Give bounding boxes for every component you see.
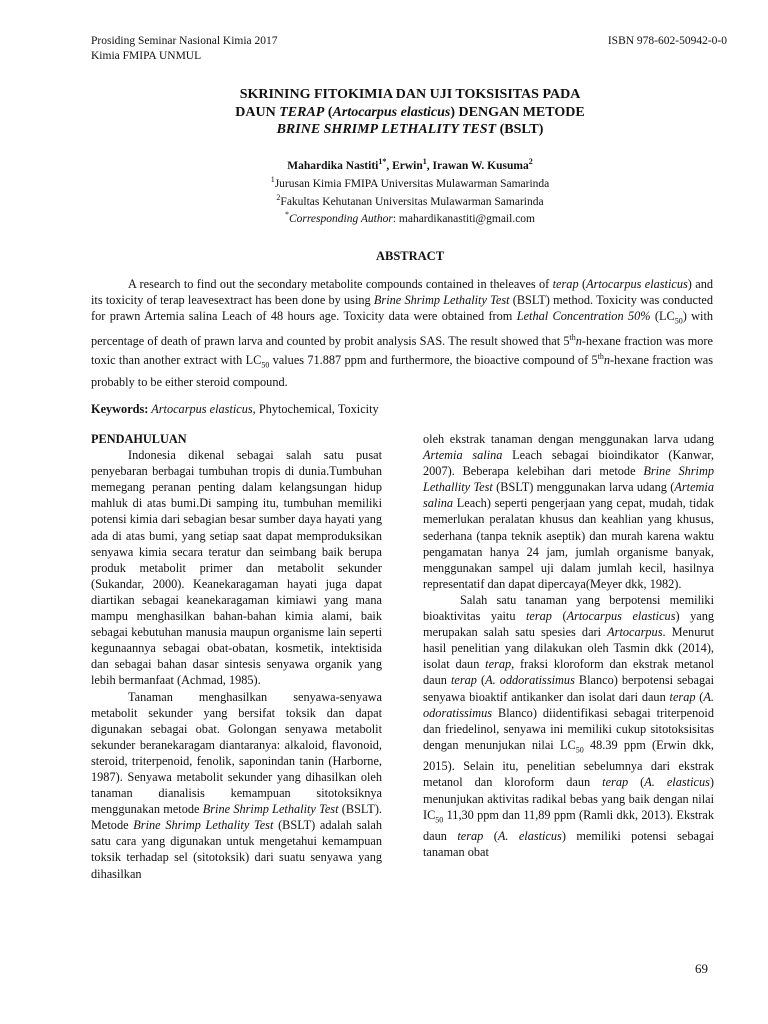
affiliation-2: $^2$Fakultas Kehutanan Universitas Mulawarman Samarinda [276,192,544,208]
keywords-line: Keywords: Artocarpus elasticus, Phytochemical, Toxicity [91,402,379,416]
running-header-left [91,34,278,64]
abstract-body: A research to find out the secondary metabolite compounds contained in theleaves of terap (Artocarpus elasticus) and its toxicity of terap leavesextract has been done by using Brine Shrimp Lethality Test (BSLT) method. Toxicity was conducted for prawn Artemia salina Leach of 48 hours age. Toxicity data were obtained from Lethal Concentration 50% $(LC_{50})$ with percentage of death of prawn larva and counted by probit analysis SAS. The result showed that 5thn-hexane fraction was more toxic than another extract with $LC_{50}$ values 71.887 ppm and furthermore, the bioactive compound of 5thn-hexane fraction was probably to be either steroid compound. [91,277,714,390]
title-line-2: DAUN TERAP (Artocarpus elasticus) DENGAN METODE [235,104,585,120]
corresponding-author: *Corresponding Author: mahardikanastiti@gmail.com [284,210,535,226]
author-names: Mahardika Nastiti$^{1*}$, Erwin$^1$, Irawan W. Kusuma$^2$ [287,157,533,172]
abstract-heading: ABSTRACT [375,249,445,263]
left-column [91,431,382,882]
page-number: 69 [695,961,708,976]
author-block [91,155,729,226]
intro-paragraph-2: Tanaman menghasilkan senyawa-senyawa metabolit sekunder yang bersifat toksik dan dapat digunakan sebagai obat. Golongan senyawa metabolit sekunder beranekaragam diantaranya: alkaloid, flavonoid, steroid, triterpenoid, fenolik, saponindan tanin (Harborne, 1987). Senyawa metabolit sekunder yang dihasilkan oleh tanaman dianalisis kemampuan sitotoksiknya menggunakan metode Brine Shrimp Lethality Test (BSLT). Metode Brine Shrimp Lethality Test (BSLT) adalah salah satu cara yang digunakan untuk mengetahui kemampuan toksik terhadap sel (sitotoksik) dari suatu senyawa yang dihasilkan [91,689,382,881]
right-column [423,431,714,860]
intro-paragraph-1: Indonesia dikenal sebagai salah satu pusat penyebaran berbagai tumbuhan tropis di dunia.Tumbuhan memegang peranan penting dalam kelangsungan hidup mahluk di atas bumi.Di samping itu, tumbuhan memiliki potensi kimia dari sebagian besar sumber daya hayati yang ada di atas bumi, yang setiap saat dapat memproduksikan senyawa kimia secara teratur dan seimbang baik berupa produk metabolit primer dan metabolit sekunder (Sukandar, 2000). Keanekaragaman hayati juga dapat diartikan sebagai keanekaragaman kimiawi yang mana mampu menghasilkan bahan-bahan kimia alami, baik sebagai kebutuhan manusia maupun organisme lain seperti kegunaannya sebagai obat-obatan, kosmetik, intektisida dan sebagai bahan dasar sintesis senyawa organik yang lebih bermanfaat (Achmad, 1985). [91,448,382,688]
title-line-1: SKRINING FITOKIMIA DAN UJI TOKSISITAS PADA [239,87,581,102]
section-heading-pendahuluan: PENDAHULUAN [91,432,187,446]
intro-paragraph-3: oleh ekstrak tanaman dengan menggunakan larva udang Artemia salina Leach sebagai bioindikator (Kanwar, 2007). Beberapa kelebihan dari metode Brine Shrimp Lethallity Test (BSLT) menggunakan larva udang (Artemia salina Leach) seperti pengerjaan yang cepat, mudah, tidak memerlukan peralatan khusus dan keahlian yang khusus, sederhana (tanpa teknik aseptik) dan murah karena waktu pengamatan hanya 24 jam, jumlah organisme banyak, menggunakan sampel uji dalam jumlah kecil, hasilnya representatif dan dapat dipercaya(Meyer dkk, 1982). [423,432,714,591]
isbn-label: ISBN 978-602-50942-0-0 [607,35,727,47]
title-line-3: BRINE SHRIMP LETHALITY TEST (BSLT) [276,122,544,137]
affiliation-1: $^1$Jurusan Kimia FMIPA Universitas Mulawarman Samarinda [270,174,550,190]
proceedings-name: Prosiding Seminar Nasional Kimia 2017 [91,35,278,47]
institution-name: Kimia FMIPA UNMUL [91,50,202,62]
paper-title [91,86,729,139]
intro-paragraph-4: Salah satu tanaman yang berpotensi memiliki bioaktivitas yaitu terap (Artocarpus elasticus) yang merupakan salah satu spesies dari Artocarpus. Menurut hasil penelitian yang dilakukan oleh Tasmin dkk (2014), isolat daun terap, fraksi kloroform dan ekstrak metanol daun terap (A. oddoratissimus Blanco) berpotensi sebagai senyawa bioaktif antikanker dan isolat dari daun terap (A. odoratissimus Blanco) diidentifikasi sebagai triterpenoid dan friedelinol, senyawa ini memiliki cukup sitotoksisitas dengan menunjukan nilai $LC_{50}$ 48.39 ppm (Erwin dkk, 2015). Selain itu, penelitian sebelumnya dari ekstrak metanol dan kloroform daun terap (A. elasticus) menunjukan aktivitas radikal bebas yang baik dengan nilai $IC_{50}$ 11,30 ppm dan 11,89 ppm (Ramli dkk, 2013). Ekstrak daun terap (A. elasticus) memiliki potensi sebagai tanaman obat [423,592,715,860]
